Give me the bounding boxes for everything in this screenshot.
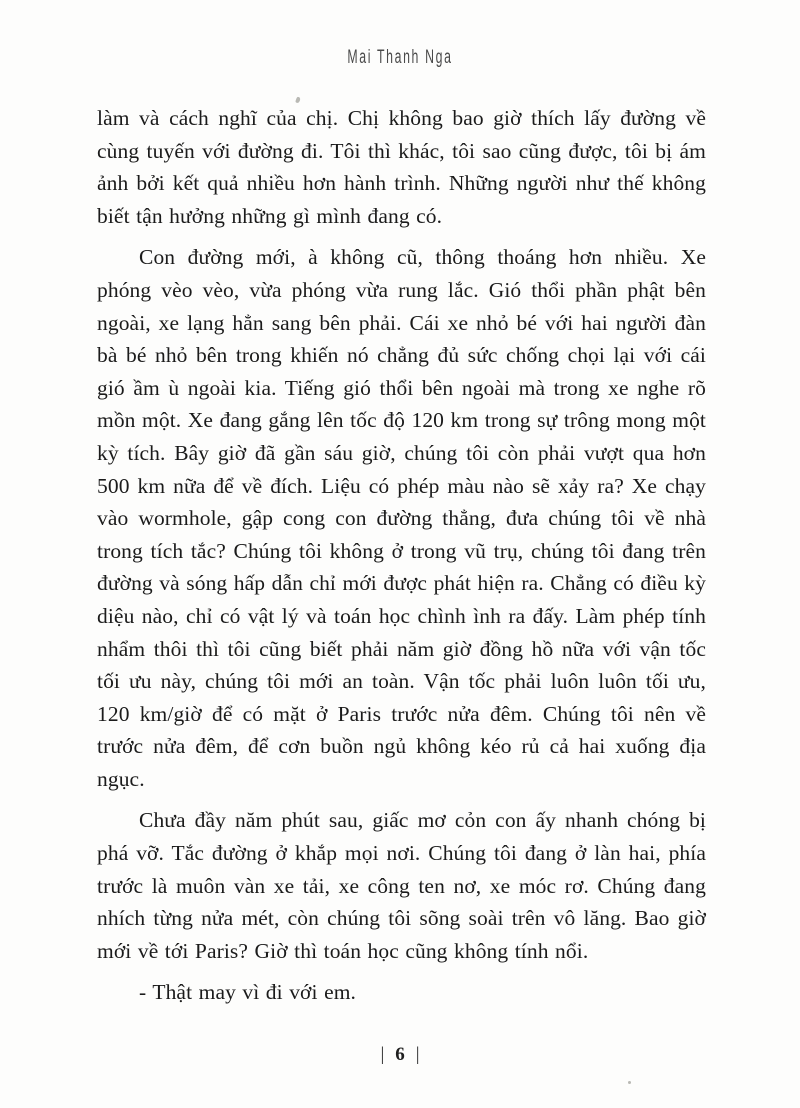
footer-bar-left: | — [380, 1044, 385, 1065]
page-number: 6 — [395, 1044, 405, 1065]
body-paragraph-1: làm và cách nghĩ của chị. Chị không bao giờ thích lấy đường về cùng tuyến với đường đi. Tôi thì khác, tôi sao cũng được, tôi bị ám ảnh bởi kết quả nhiều hơn hành trình. Những người như thế không biết tận hưởng những gì mình đang có. — [97, 106, 706, 228]
page-body — [97, 102, 706, 1018]
body-paragraph-4: - Thật may vì đi với em. — [139, 980, 357, 1005]
scan-speck — [628, 1081, 631, 1084]
body-paragraph-3: Chưa đầy năm phút sau, giấc mơ cỏn con ấy nhanh chóng bị phá vỡ. Tắc đường ở khắp mọi nơi. Chúng tôi đang ở làn hai, phía trước là muôn vàn xe tải, xe công ten nơ, xe móc rơ. Chúng đang nhích từng nửa mét, còn chúng tôi sõng soài trên vô lăng. Bao giờ mới về tới Paris? Giờ thì toán học cũng không tính nổi. — [97, 808, 706, 963]
footer-bar-right: | — [415, 1044, 420, 1065]
body-paragraph-2: Con đường mới, à không cũ, thông thoáng hơn nhiều. Xe phóng vèo vèo, vừa phóng vừa rung lắc. Gió thổi phần phật bên ngoài, xe lạng hẳn sang bên phải. Cái xe nhỏ bé với hai người đàn bà bé nhỏ bên trong khiến nó chẳng đủ sức chống chọi lại với cái gió ầm ù ngoài kia. Tiếng gió thổi bên ngoài mà trong xe nghe rõ mồn một. Xe đang gắng lên tốc độ 120 km trong sự trông mong một kỳ tích. Bây giờ đã gần sáu giờ, chúng tôi còn phải vượt qua hơn 500 km nữa để về đích. Liệu có phép màu nào sẽ xảy ra? Xe chạy vào wormhole, gập cong con đường thẳng, đưa chúng tôi về nhà trong tích tắc? Chúng tôi không ở trong vũ trụ, chúng tôi đang trên đường và sóng hấp dẫn chỉ mới được phát hiện ra. Chẳng có điều kỳ diệu nào, chỉ có vật lý và toán học chình ình ra đấy. Làm phép tính nhẩm thôi thì tôi cũng biết phải năm giờ đồng hồ nữa với vận tốc tối ưu này, chúng tôi mới an toàn. Vận tốc phải luôn luôn tối ưu, 120 km/giờ để có mặt ở Paris trước nửa đêm. Chúng tôi nên về trước nửa đêm, để cơn buồn ngủ không kéo rủ cả hai xuống địa ngục. — [97, 245, 706, 791]
page-footer — [0, 1044, 800, 1066]
running-header-author: Mai Thanh Nga — [347, 46, 453, 69]
